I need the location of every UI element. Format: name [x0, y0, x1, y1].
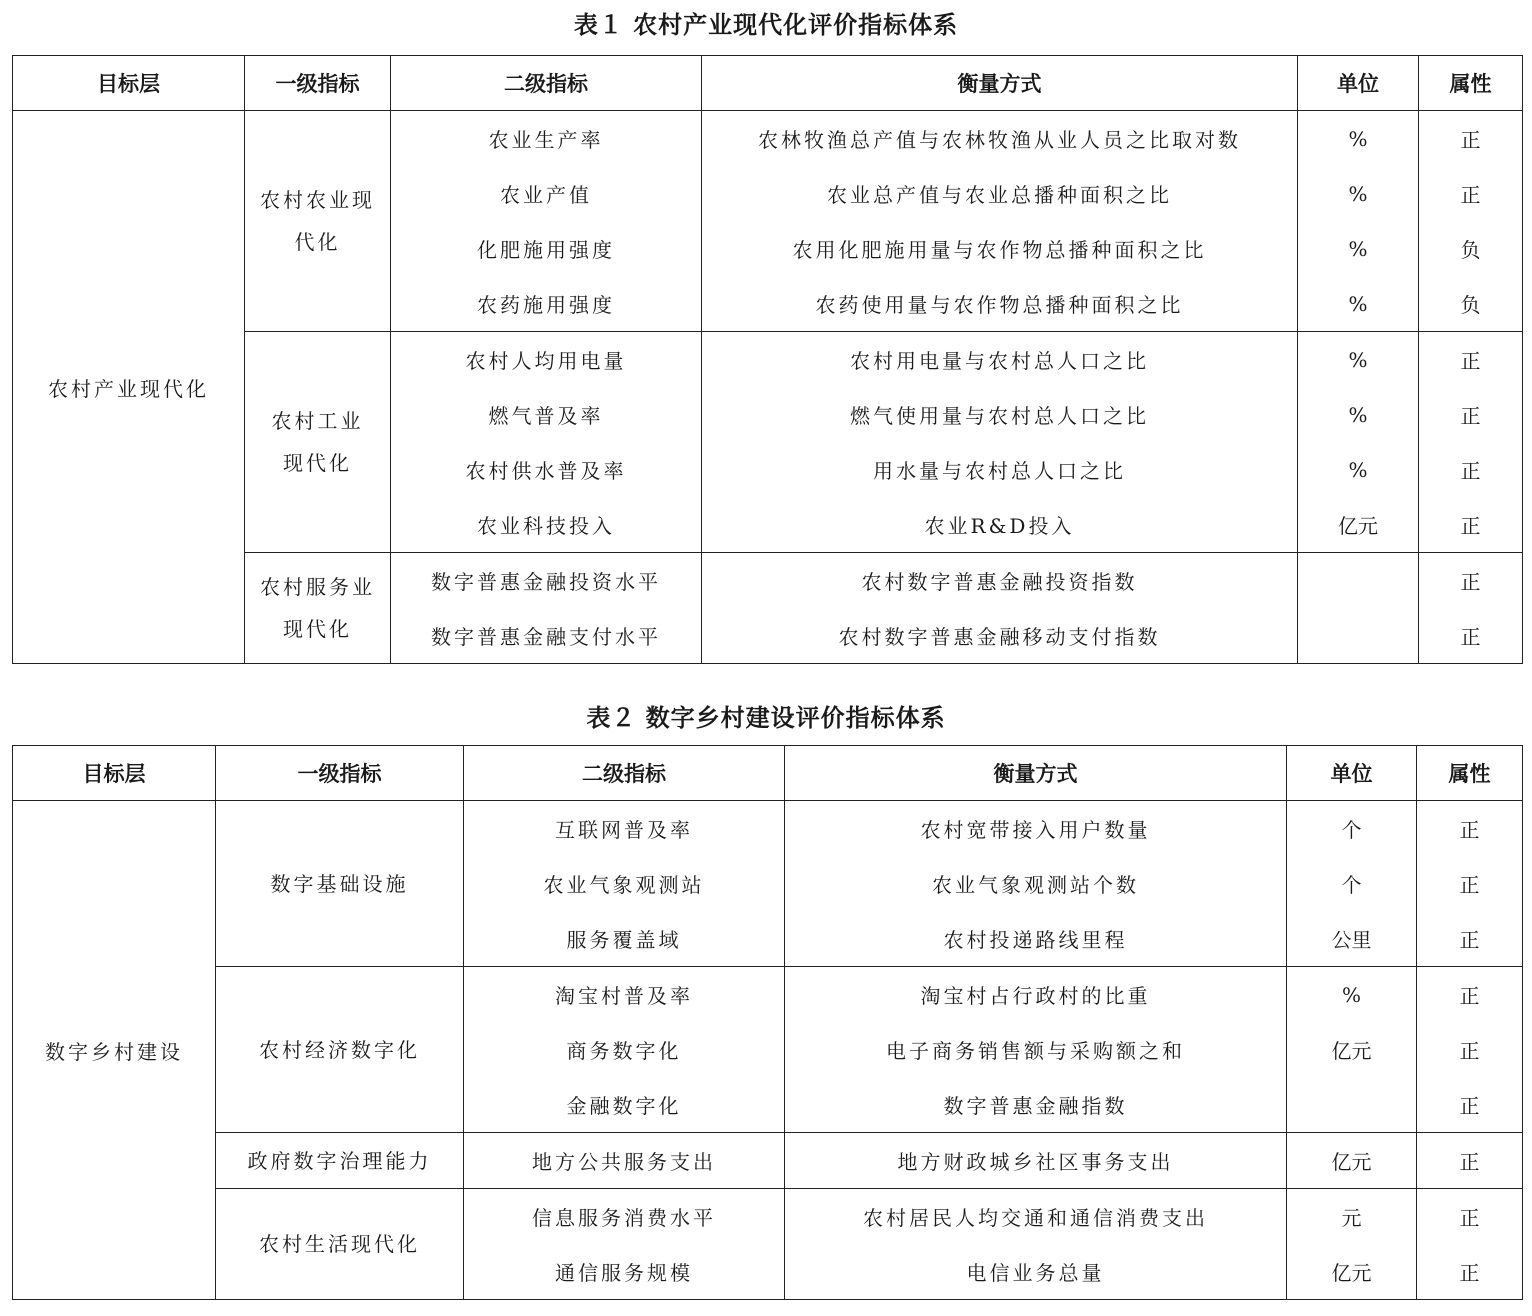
- attribute-cell: 负: [1419, 276, 1523, 332]
- level2-indicator-cell: 通信服务规模: [464, 1244, 785, 1300]
- level1-indicator-cell: [245, 332, 391, 553]
- unit-cell: 元: [1287, 1189, 1417, 1245]
- level2-indicator-cell: 服务覆盖域: [464, 911, 785, 967]
- attribute-cell: 正: [1417, 911, 1523, 967]
- table-row: [13, 1189, 1523, 1245]
- level2-indicator-cell: 淘宝村普及率: [464, 967, 785, 1023]
- level1-indicator-line: 农村生活现代化: [259, 1232, 420, 1256]
- table-row: [13, 801, 1523, 857]
- measurement-cell: 农业气象观测站个数: [785, 856, 1287, 911]
- level2-indicator-cell: 农业气象观测站: [464, 856, 785, 911]
- level1-indicator-cell: [245, 553, 391, 664]
- level1-indicator-line: 农村服务业: [260, 575, 375, 599]
- level1-indicator-line: 数字基础设施: [270, 871, 409, 896]
- attribute-cell: 正: [1419, 497, 1523, 553]
- table2: [12, 745, 1523, 1300]
- table1-body: [13, 111, 1523, 664]
- attribute-cell: 正: [1419, 442, 1523, 497]
- unit-cell: 公里: [1287, 911, 1417, 967]
- level1-indicator-line: 农村工业: [271, 409, 364, 433]
- unit-cell: %: [1298, 221, 1419, 276]
- level1-indicator-line: 农村农业现: [260, 188, 375, 212]
- measurement-cell: 电子商务销售额与采购额之和: [785, 1022, 1287, 1077]
- unit-cell: 个: [1287, 856, 1417, 911]
- table-row: [13, 967, 1523, 1023]
- level1-indicator-line: 政府数字治理能力: [247, 1148, 432, 1173]
- header-measurement: 衡量方式: [785, 746, 1287, 801]
- unit-cell: %: [1298, 387, 1419, 442]
- level1-indicator-line: 代化: [294, 230, 341, 254]
- measurement-cell: 农业R&D投入: [702, 497, 1298, 553]
- header-level1-indicator: 一级指标: [245, 56, 391, 111]
- level2-indicator-cell: 农业科技投入: [391, 497, 702, 553]
- attribute-cell: 正: [1417, 801, 1523, 857]
- level2-indicator-cell: 金融数字化: [464, 1077, 785, 1133]
- level2-indicator-cell: 商务数字化: [464, 1022, 785, 1077]
- attribute-cell: 正: [1417, 1077, 1523, 1133]
- unit-cell: [1298, 608, 1419, 664]
- level1-indicator-cell: [216, 967, 464, 1133]
- measurement-cell: 农村数字普惠金融投资指数: [702, 553, 1298, 609]
- level1-indicator-line: 现代化: [283, 617, 352, 641]
- attribute-cell: 正: [1419, 166, 1523, 221]
- measurement-cell: 电信业务总量: [785, 1244, 1287, 1300]
- attribute-cell: 负: [1419, 221, 1523, 276]
- header-level1-indicator: 一级指标: [216, 746, 464, 801]
- table-row: [13, 1133, 1523, 1189]
- unit-cell: %: [1298, 166, 1419, 221]
- level2-indicator-cell: 农业生产率: [391, 111, 702, 167]
- header-measurement: 衡量方式: [702, 56, 1298, 111]
- unit-cell: %: [1298, 332, 1419, 388]
- table1-title: 表１ 农村产业现代化评价指标体系: [573, 11, 959, 39]
- header-unit: 单位: [1287, 746, 1417, 801]
- attribute-cell: 正: [1417, 1133, 1523, 1189]
- measurement-cell: 农村居民人均交通和通信消费支出: [785, 1189, 1287, 1245]
- attribute-cell: 正: [1419, 111, 1523, 167]
- attribute-cell: 正: [1419, 608, 1523, 664]
- header-level2-indicator: 二级指标: [464, 746, 785, 801]
- header-unit: 单位: [1298, 56, 1419, 111]
- goal-layer-cell: 农村产业现代化: [13, 111, 245, 664]
- measurement-cell: 燃气使用量与农村总人口之比: [702, 387, 1298, 442]
- level2-indicator-cell: 农村人均用电量: [391, 332, 702, 388]
- level1-indicator-cell: [245, 111, 391, 332]
- unit-cell: 亿元: [1287, 1244, 1417, 1300]
- level2-indicator-cell: 信息服务消费水平: [464, 1189, 785, 1245]
- unit-cell: 亿元: [1287, 1022, 1417, 1077]
- table1: [12, 55, 1523, 664]
- table1-header-row: [13, 56, 1523, 111]
- level1-indicator-cell: [216, 1133, 464, 1189]
- measurement-cell: 农业总产值与农业总播种面积之比: [702, 166, 1298, 221]
- header-goal-layer: 目标层: [13, 746, 216, 801]
- attribute-cell: 正: [1417, 967, 1523, 1023]
- attribute-cell: 正: [1417, 1189, 1523, 1245]
- unit-cell: [1287, 1077, 1417, 1133]
- measurement-cell: 农村宽带接入用户数量: [785, 801, 1287, 857]
- measurement-cell: 农林牧渔总产值与农林牧渔从业人员之比取对数: [702, 111, 1298, 167]
- measurement-cell: 农村用电量与农村总人口之比: [702, 332, 1298, 388]
- unit-cell: %: [1298, 276, 1419, 332]
- level2-indicator-cell: 数字普惠金融投资水平: [391, 553, 702, 609]
- goal-layer-cell: 数字乡村建设: [13, 801, 216, 1300]
- measurement-cell: 地方财政城乡社区事务支出: [785, 1133, 1287, 1189]
- measurement-cell: 用水量与农村总人口之比: [702, 442, 1298, 497]
- unit-cell: 个: [1287, 801, 1417, 857]
- attribute-cell: 正: [1417, 856, 1523, 911]
- unit-cell: [1298, 553, 1419, 609]
- measurement-cell: 淘宝村占行政村的比重: [785, 967, 1287, 1023]
- attribute-cell: 正: [1417, 1244, 1523, 1300]
- header-attribute: 属性: [1419, 56, 1523, 111]
- level2-indicator-cell: 化肥施用强度: [391, 221, 702, 276]
- table2-title: 表２ 数字乡村建设评价指标体系: [586, 704, 946, 732]
- level1-indicator-line: 农村经济数字化: [259, 1037, 420, 1062]
- header-level2-indicator: 二级指标: [391, 56, 702, 111]
- level1-indicator-cell: [216, 1189, 464, 1300]
- table-row: [13, 111, 1523, 167]
- level2-indicator-cell: 农药施用强度: [391, 276, 702, 332]
- level2-indicator-cell: 燃气普及率: [391, 387, 702, 442]
- measurement-cell: 数字普惠金融指数: [785, 1077, 1287, 1133]
- level1-indicator-cell: [216, 801, 464, 967]
- level2-indicator-cell: 数字普惠金融支付水平: [391, 608, 702, 664]
- measurement-cell: 农用化肥施用量与农作物总播种面积之比: [702, 221, 1298, 276]
- level1-indicator-line: 现代化: [283, 451, 352, 475]
- unit-cell: %: [1287, 967, 1417, 1023]
- unit-cell: %: [1298, 442, 1419, 497]
- attribute-cell: 正: [1417, 1022, 1523, 1077]
- unit-cell: 亿元: [1287, 1133, 1417, 1189]
- level2-indicator-cell: 互联网普及率: [464, 801, 785, 857]
- table2-header-row: [13, 746, 1523, 801]
- level2-indicator-cell: 地方公共服务支出: [464, 1133, 785, 1189]
- unit-cell: 亿元: [1298, 497, 1419, 553]
- measurement-cell: 农村数字普惠金融移动支付指数: [702, 608, 1298, 664]
- unit-cell: %: [1298, 111, 1419, 167]
- attribute-cell: 正: [1419, 553, 1523, 609]
- measurement-cell: 农药使用量与农作物总播种面积之比: [702, 276, 1298, 332]
- level2-indicator-cell: 农村供水普及率: [391, 442, 702, 497]
- attribute-cell: 正: [1419, 332, 1523, 388]
- measurement-cell: 农村投递路线里程: [785, 911, 1287, 967]
- header-attribute: 属性: [1417, 746, 1523, 801]
- level2-indicator-cell: 农业产值: [391, 166, 702, 221]
- header-goal-layer: 目标层: [13, 56, 245, 111]
- attribute-cell: 正: [1419, 387, 1523, 442]
- table2-body: [13, 801, 1523, 1300]
